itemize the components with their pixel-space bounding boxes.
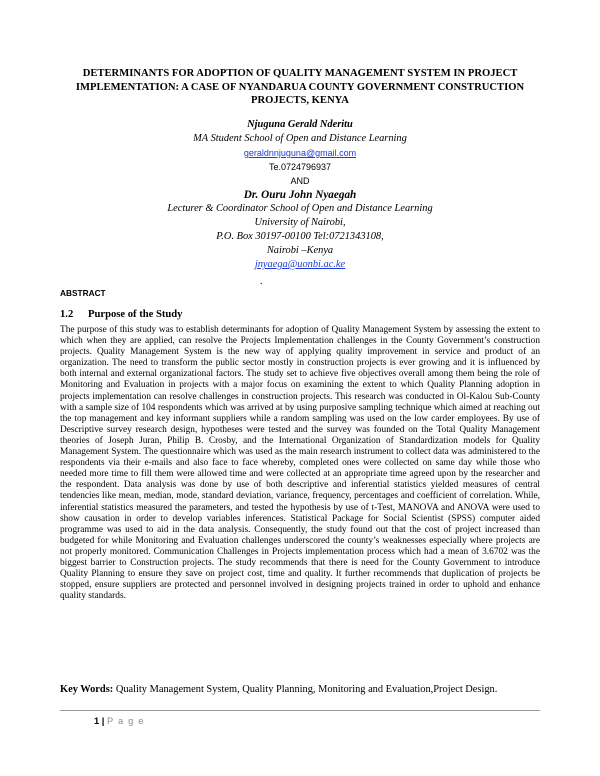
abstract-paragraph: The purpose of this study was to establish determinants for adoption of Quality Management System by assessing the extent to which when they are applied, can resolve the Projects Implementation challenges in the County Government’s construction projects. Quality Management System is the new way of applying quality improvement in service and product of an organization. The need to transform the public sector mostly in construction projects is ever growing and it is influenced by both internal and external organizational factors. The study set to achieve five objectives overall among them being the role of Monitoring and Evaluation in projects with a major focus on examining the extent to which Quality Planning adoption in projects implementation can resolve challenges in construction projects. This research was conducted in Ol-Kalou Sub-County with a sample size of 104 respondents which was arrived at by using purposive sampling technique which aimed at reaching out the top management and key informant suppliers while a random sampling was used on the low carder employees. By use of Descriptive survey research design, hypotheses were tested and the survey was founded on the Total Quality Management theories of Joseph Juran, Philip B. Crosby, and the International Organization of Standardization models for Quality Management System. The questionnaire which was used as the main research instrument to collect data was administered to the respondents via their e-mails and also face to face whereby, completed ones were collected on same day while those who needed more time to fill them were allowed time and were collected at an appropriate time agreed upon by the researcher and the respondent. Data analysis was done by use of both descriptive and inferential statistics yielded measures of central tendencies like mean, median, mode, standard deviation, variance, frequency, percentages and coefficient of correlation. While, inferential statistics measured the parameters, and tested the hypothesis by use of t-Test, MANOVA and ANOVA were used to show causation in order to develop variables inferences. Statistical Package for Social Scientist (SPSS) computer aided programme was used to aid in the data analysis. Consequently, the study found out that the cost of project increased than budgeted for while Monitoring and Evaluation challenges underscored the county’s weaknesses especially where projects are not properly monitored. Communication Challenges in Projects implementation process which had a mean of 3.6702 was the biggest barrier to Construction projects. The study recommends that there is need for the County Government to introduce Quality Planning to ensure they save on project cost, time and quality. It further recommends that duplication of projects be stopped, ensure suppliers are protected and personnel involved in designing projects trained in order to uphold and enhance quality standards. [60,325,540,602]
author2-email-link[interactable]: jnyaega@uonbi.ac.ke [254,259,346,270]
author2-address: P.O. Box 30197-00100 Tel:0721343108, [216,231,384,242]
author2-university: University of Nairobi, [254,217,346,228]
page-number: 1 [94,716,100,726]
section-heading [60,309,182,320]
author2-city: Nairobi –Kenya [266,245,334,256]
author2-role: Lecturer & Coordinator School of Open and Distance Learning [167,203,433,214]
abstract-heading: ABSTRACT [60,288,106,298]
page-footer [94,716,145,726]
stray-mark: . [260,276,263,287]
keywords-line [60,684,560,695]
and-separator: AND [290,176,310,186]
author2-name: Dr. Ouru John Nyaegah [243,189,357,201]
footer-divider [60,710,540,711]
paper-title: DETERMINANTS FOR ADOPTION OF QUALITY MANAGEMENT SYSTEM IN PROJECT IMPLEMENTATION: A CASE OF NYANDARUA COUNTY GOVERNMENT CONSTRUCTION PROJECTS, KENYA [75,68,525,107]
keywords-label: Key Words: [60,684,114,695]
author1-role: MA Student School of Open and Distance Learning [193,133,407,144]
author1-name: Njuguna Gerald Nderitu [247,119,353,130]
keywords-text: Quality Management System, Quality Planning, Monitoring and Evaluation,Project Design. [115,684,498,695]
author1-email-link[interactable]: geraldnnjuguna@gmail.com [243,148,357,158]
section-number: 1.2 [60,309,74,320]
author1-tel: Te.0724796937 [268,162,332,172]
section-title: Purpose of the Study [88,309,183,320]
footer-separator: | [101,716,105,726]
author-block [60,118,540,272]
page-label: P a g e [106,716,145,726]
